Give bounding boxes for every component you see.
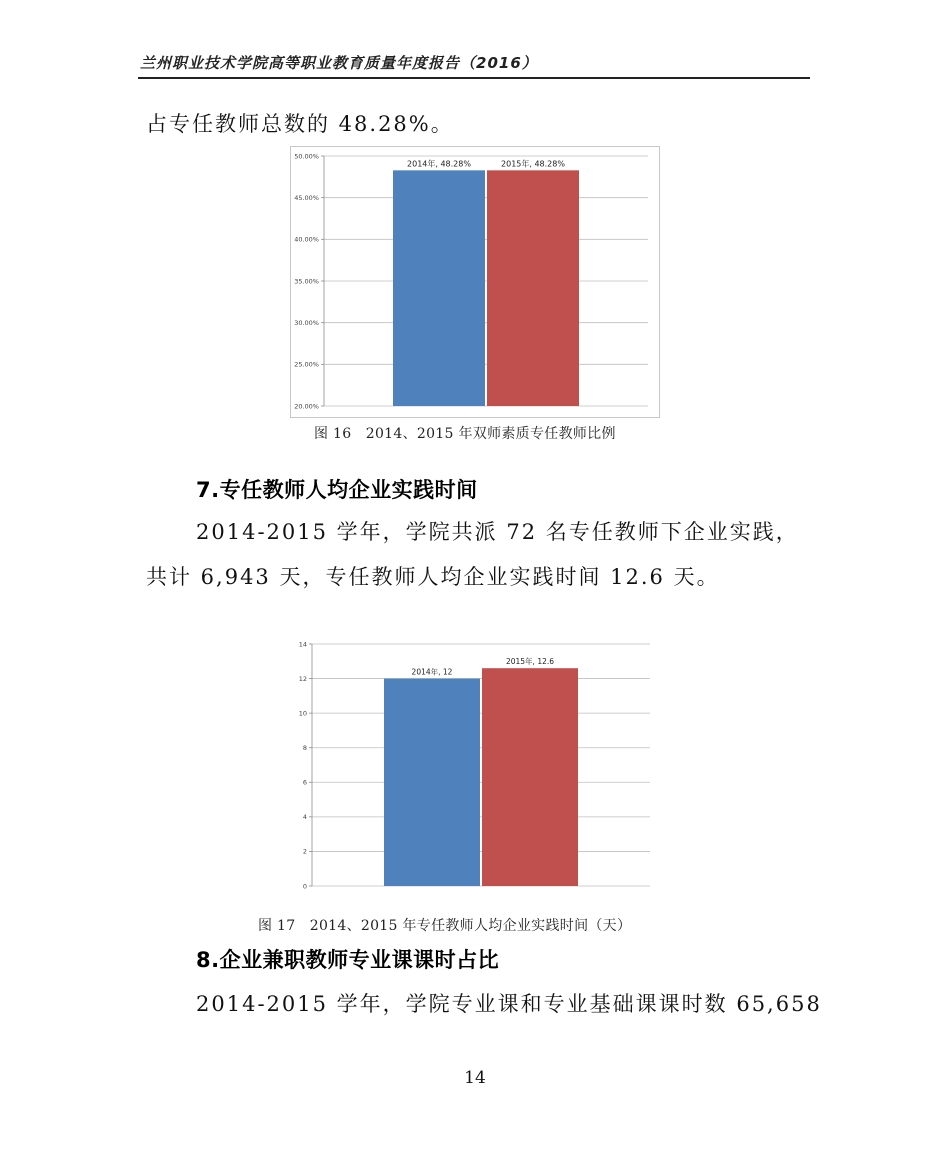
paragraph-line: 2014-2015 学年，学院共派 72 名专任教师下企业实践，: [196, 520, 799, 544]
y-tick-label: 20.00%: [294, 402, 319, 411]
y-tick-label: 0: [302, 882, 307, 891]
chart-practice-days: [280, 632, 660, 898]
bar-2014年: [384, 679, 480, 886]
y-tick-label: 45.00%: [294, 193, 319, 202]
y-tick-label: 40.00%: [294, 235, 319, 244]
y-tick-label: 35.00%: [294, 277, 319, 286]
chart-svg: [280, 632, 660, 894]
section-heading: 7.专任教师人均企业实践时间: [196, 478, 478, 502]
figure-caption: 图 16 2014、2015 年双师素质专任教师比例: [314, 426, 616, 442]
bar-2014年: [393, 170, 485, 406]
paragraph-line: 占专任教师总数的 48.28%。: [146, 112, 454, 136]
chart-double-qualified-ratio: [290, 146, 660, 422]
chart-svg: [290, 146, 660, 418]
data-label: 2015年, 12.6: [505, 657, 555, 667]
data-label: 2014年, 48.28%: [407, 159, 471, 169]
y-tick-label: 6: [302, 778, 307, 787]
y-tick-label: 50.00%: [294, 152, 319, 161]
y-tick-label: 14: [298, 640, 307, 649]
report-header: 兰州职业技术学院高等职业教育质量年度报告（2016）: [140, 54, 538, 72]
bar-2015年: [487, 170, 579, 406]
data-label: 2014年, 12: [411, 667, 453, 677]
paragraph-line: 共计 6,943 天，专任教师人均企业实践时间 12.6 天。: [146, 565, 720, 589]
y-tick-label: 30.00%: [294, 318, 319, 327]
header-rule: [138, 77, 810, 79]
y-tick-label: 25.00%: [294, 360, 319, 369]
bar-2015年: [482, 668, 578, 886]
y-tick-label: 12: [298, 674, 307, 683]
page-number: 14: [464, 1068, 486, 1088]
y-tick-label: 8: [302, 744, 307, 753]
data-label: 2015年, 48.28%: [501, 159, 565, 169]
paragraph-line: 2014-2015 学年，学院专业课和专业基础课课时数 65,658: [196, 992, 822, 1016]
y-tick-label: 10: [298, 709, 307, 718]
y-tick-label: 4: [302, 813, 307, 822]
figure-caption: 图 17 2014、2015 年专任教师人均企业实践时间（天）: [258, 918, 632, 934]
y-tick-label: 2: [302, 847, 307, 856]
section-heading: 8.企业兼职教师专业课课时占比: [196, 948, 500, 972]
